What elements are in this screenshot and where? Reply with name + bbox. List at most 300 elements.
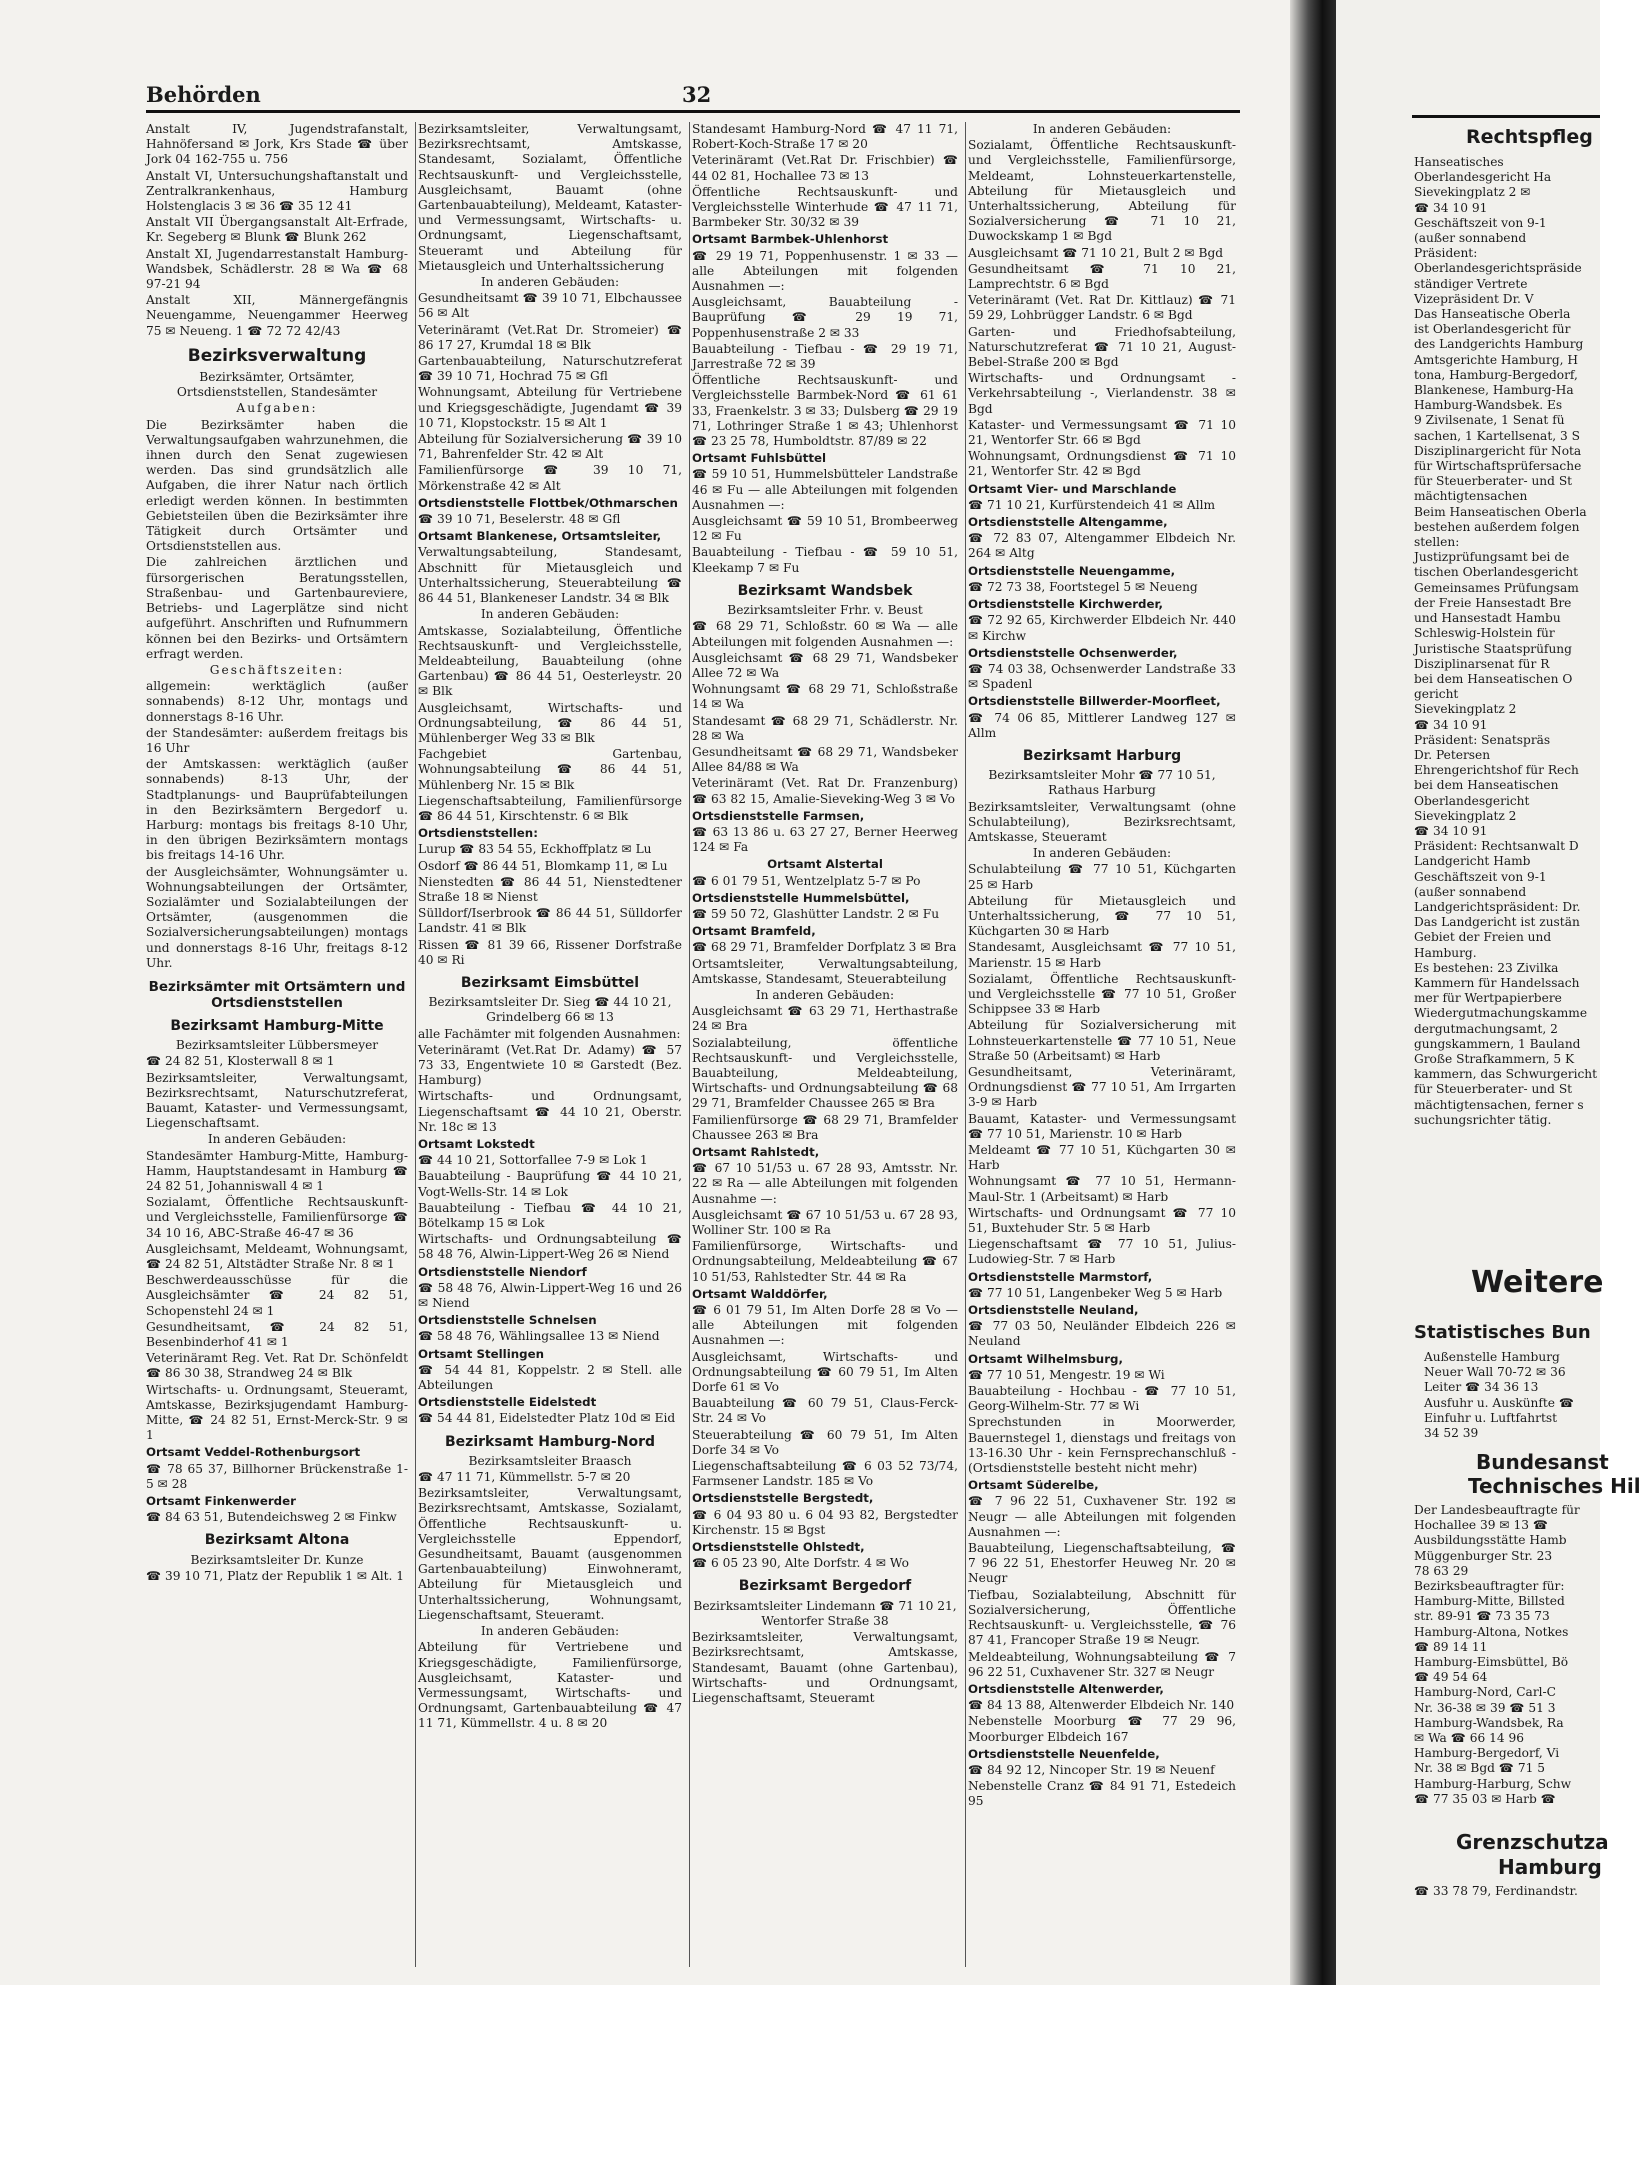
office-heading: Ortsamt Walddörfer, bbox=[692, 1286, 828, 1301]
entry-text: ☎ 72 83 07, Altengammer Elbdeich Nr. 264 ✉ Altg bbox=[968, 531, 1236, 561]
right-page-line: 34 52 39 bbox=[1424, 1426, 1479, 1441]
entry-text: Sozialamt, Öffentliche Rechtsauskunft- und Vergleichsstelle, Familienfürsorge, Meldeamt, Lohnsteuerkartenstelle, Abteilung für Mietausgleich und Unterhaltssicherung, Abteilung für Sozialversicherung ☎ 71 10 21, Duwockskamp 1 ✉ Bgd bbox=[968, 138, 1236, 244]
right-page-line: bestehen außerdem folgen bbox=[1414, 519, 1580, 534]
right-page-line: Bezirksbeauftragter für: bbox=[1414, 1579, 1565, 1594]
entry-text: ☎ 58 48 76, Alwin-Lippert-Weg 16 und 26 ✉ Niend bbox=[418, 1280, 682, 1311]
entry-text: Familienfürsorge ☎ 39 10 71, Mörkenstraße 42 ✉ Alt bbox=[418, 463, 682, 493]
entry-text: Familienfürsorge, Wirtschafts- und Ordnungsabteilung, Meldeabteilung ☎ 67 10 51/53, Rahlstedter Str. 44 ✉ Ra bbox=[692, 1239, 958, 1284]
entry-text: ☎ 77 10 51, Mengestr. 19 ✉ Wi bbox=[968, 1367, 1165, 1382]
right-page-line: Präsident: Senatspräs bbox=[1414, 732, 1551, 747]
entry-text: ☎ 29 19 71, Poppenhusenstr. 1 ✉ 33 — alle Abteilungen mit folgenden Ausnahmen —: bbox=[692, 248, 958, 294]
entry-text: Standesamt Hamburg-Nord ☎ 47 11 71, Robert-Koch-Straße 17 ✉ 20 bbox=[692, 122, 958, 152]
group-heading: Bezirksämter mit Ortsämtern und Ortsdienststellen bbox=[148, 978, 406, 1011]
right-page-line: Nr. 36-38 ✉ 39 ☎ 51 3 bbox=[1414, 1700, 1556, 1715]
right-page-line: Beim Hanseatischen Oberla bbox=[1414, 504, 1587, 519]
entry-text: Veterinäramt (Vet.Rat Dr. Stromeier) ☎ 86 17 27, Krumdal 18 ✉ Blk bbox=[418, 322, 682, 352]
entry-text: Abteilung für Mietausgleich und Unterhaltssicherung, ☎ 77 10 51, Küchgarten 30 ✉ Harb bbox=[968, 893, 1236, 939]
right-page-line: Neuer Wall 70-72 ✉ 36 bbox=[1424, 1365, 1566, 1380]
entry-text: Wohnungsamt ☎ 77 10 51, Hermann-Maul-Str. 1 (Arbeitsamt) ✉ Harb bbox=[968, 1174, 1236, 1204]
entry-text: Wohnungsamt, Ordnungsdienst ☎ 71 10 21, Wentorfer Str. 42 ✉ Bgd bbox=[968, 449, 1236, 479]
right-text-block-a bbox=[1414, 155, 1597, 1128]
right-page-line: Sievekingplatz 2 bbox=[1414, 808, 1517, 823]
entry-text: Anstalt XII, Männergefängnis Neuengamme, Neuengammer Heerweg 75 ✉ Neueng. 1 ☎ 72 72 42/43 bbox=[146, 293, 408, 338]
right-page-line: kammern, das Schwurgericht bbox=[1414, 1067, 1598, 1082]
entry-text: ☎ 74 06 85, Mittlerer Landweg 127 ✉ Allm bbox=[968, 710, 1236, 740]
centered-note: In anderen Gebäuden: bbox=[480, 275, 620, 290]
entry-text: ☎ 54 44 81, Eidelstedter Platz 10d ✉ Eid bbox=[418, 1411, 676, 1426]
entry-text: Ausgleichsamt, Meldeamt, Wohnungsamt, ☎ 24 82 51, Altstädter Straße Nr. 8 ✉ 1 bbox=[146, 1241, 408, 1272]
entry-text: Kataster- und Vermessungsamt ☎ 71 10 21, Wentorfer Str. 66 ✉ Bgd bbox=[968, 417, 1236, 448]
entry-text: Ausgleichsamt, Wirtschafts- und Ordnungsabteilung ☎ 60 79 51, Im Alten Dorfe 61 ✉ Vo bbox=[692, 1349, 958, 1395]
right-page-line: tona, Hamburg-Bergedorf, bbox=[1414, 367, 1578, 382]
centered-note: In anderen Gebäuden: bbox=[1032, 846, 1172, 861]
right-page-line: ☎ 34 10 91 bbox=[1414, 823, 1488, 838]
entry-text: Bauabteilung - Tiefbau - ☎ 59 10 51, Kleekamp 7 ✉ Fu bbox=[692, 545, 958, 575]
entry-text: Anstalt XI, Jugendarrestanstalt Hamburg-Wandsbek, Schädlerstr. 28 ✉ Wa ☎ 68 97-21 94 bbox=[146, 246, 408, 292]
entry-text: ☎ 39 10 71, Platz der Republik 1 ✉ Alt. 1 bbox=[146, 1568, 405, 1583]
entry-text: ☎ 39 10 71, Beselerstr. 48 ✉ Gfl bbox=[418, 512, 621, 527]
right-page-line: Hamburg-Nord, Carl-C bbox=[1414, 1685, 1556, 1700]
right-page-line: Ehrengerichtshof für Rech bbox=[1414, 763, 1579, 778]
right-page-line: (außer sonnabend bbox=[1414, 231, 1527, 246]
entry-text: ☎ 71 10 21, Kurfürstendeich 41 ✉ Allm bbox=[968, 497, 1216, 512]
right-page-line: Müggenburger Str. 23 bbox=[1414, 1548, 1553, 1563]
right-page-line: Kammern für Handelssach bbox=[1414, 975, 1580, 990]
right-page-line: 78 63 29 bbox=[1414, 1563, 1469, 1578]
entry-text: Wirtschafts- u. Ordnungsamt, Steueramt, Amtskasse, Bezirksjugendamt Hamburg-Mitte, ☎ 24 82 51, Ernst-Merck-Str. 9 ✉ 1 bbox=[146, 1382, 408, 1443]
right-page-line: Amtsgerichte Hamburg, H bbox=[1414, 352, 1579, 367]
centered-note: In anderen Gebäuden: bbox=[480, 607, 620, 622]
entry-text: Gesundheitsamt ☎ 71 10 21, Lamprechtstr. 6 ✉ Bgd bbox=[968, 261, 1236, 292]
right-page-line: suchungsrichter tätig. bbox=[1414, 1112, 1552, 1127]
district-heading: Bezirksamt Hamburg-Nord bbox=[445, 1433, 655, 1450]
right-page-line: Einfuhr u. Luftfahrtst bbox=[1424, 1410, 1558, 1425]
entry-text: Veterinäramt (Vet.Rat Dr. Adamy) ☎ 57 73 33, Engentwiete 10 ✉ Garstedt (Bez. Hamburg) bbox=[418, 1042, 682, 1088]
entry-text: Veterinäramt (Vet.Rat Dr. Frischbier) ☎ 44 02 81, Hochallee 73 ✉ 13 bbox=[692, 153, 958, 183]
office-heading: Ortsdienststelle Neuengamme, bbox=[968, 563, 1176, 578]
centered-note: Bezirksamtsleiter Dr. Kunze bbox=[190, 1552, 364, 1567]
spaced-subheading: Aufgaben: bbox=[236, 401, 318, 416]
column-divider bbox=[689, 122, 690, 1967]
entry-text: Tiefbau, Sozialabteilung, Abschnitt für Sozialversicherung, Öffentliche Rechtsauskunft- u. Vergleichsstelle, ☎ 76 87 41, Francoper Straße 19 ✉ Neugr. bbox=[968, 1587, 1236, 1648]
right-page-line: stellen: bbox=[1414, 535, 1460, 550]
right-page-line: Ausfuhr u. Auskünfte ☎ bbox=[1424, 1395, 1575, 1410]
entry-text: Meldeabteilung, Wohnungsabteilung ☎ 7 96 22 51, Cuxhavener Str. 327 ✉ Neugr bbox=[968, 1649, 1236, 1679]
entry-text: ☎ 6 05 23 90, Alte Dorfstr. 4 ✉ Wo bbox=[692, 1556, 909, 1571]
entry-text: ☎ 78 65 37, Billhorner Brückenstraße 1-5 ✉ 28 bbox=[146, 1461, 408, 1491]
right-page-line: Disziplinargericht für Nota bbox=[1414, 443, 1582, 458]
centered-note: Bezirksamtsleiter Lübbersmeyer bbox=[175, 1038, 379, 1053]
district-heading: Bezirksamt Harburg bbox=[1022, 747, 1182, 764]
entry-text: Gesundheitsamt ☎ 68 29 71, Wandsbeker Allee 84/88 ✉ Wa bbox=[692, 744, 958, 775]
text-column-3 bbox=[692, 122, 962, 1967]
right-page-line: Gebiet der Freien und bbox=[1414, 930, 1552, 945]
right-page-line: Dr. Petersen bbox=[1414, 747, 1491, 762]
heading-statistisches: Statistisches Bun bbox=[1414, 1322, 1591, 1343]
entry-text: Die Bezirksämter haben die Verwaltungsaufgaben wahrzunehmen, die ihnen durch den Senat zugewiesen werden. Das sind grundsätzlich alle Aufgaben, die ihrer Natur nach örtlich erledigt werden können. In bestimmten Gebietsteilen üben die Bezirksämter ihre Tätigkeit durch Ortsämter und Ortsdienststellen aus. bbox=[146, 417, 408, 554]
centered-note: In anderen Gebäuden: bbox=[1032, 122, 1172, 136]
office-heading: Ortsdienststellen: bbox=[418, 826, 538, 841]
entry-text: Bauabteilung - Hochbau - ☎ 77 10 51, Georg-Wilhelm-Str. 77 ✉ Wi bbox=[968, 1384, 1236, 1414]
centered-note: Bezirksamtsleiter Frhr. v. Beust bbox=[727, 603, 923, 618]
right-header-rule bbox=[1412, 115, 1600, 118]
entry-text: ☎ 63 13 86 u. 63 27 27, Berner Heerweg 124 ✉ Fa bbox=[692, 824, 958, 855]
right-page-line: Geschäftszeit von 9-1 bbox=[1414, 215, 1547, 230]
entry-text: Ausgleichsamt ☎ 71 10 21, Bult 2 ✉ Bgd bbox=[968, 245, 1224, 260]
district-heading: Bezirksamt Altona bbox=[204, 1532, 350, 1549]
entry-text: Garten- und Friedhofsabteilung, Naturschutzreferat ☎ 71 10 21, August-Bebel-Straße 200 ✉ Bgd bbox=[968, 324, 1236, 370]
entry-text: Ausgleichsamt ☎ 68 29 71, Wandsbeker Allee 72 ✉ Wa bbox=[692, 650, 958, 680]
centered-note: Bezirksamtsleiter Dr. Sieg ☎ 44 10 21, Grindelberg 66 ✉ 13 bbox=[428, 995, 672, 1025]
entry-text: Familienfürsorge ☎ 68 29 71, Bramfelder Chaussee 263 ✉ Bra bbox=[692, 1112, 958, 1142]
entry-text: der Standesämter: außerdem freitags bis 16 Uhr bbox=[146, 725, 408, 755]
office-heading: Ortsdienststelle Farmsen, bbox=[692, 808, 865, 823]
entry-text: Abteilung für Sozialversicherung ☎ 39 10 71, Bahrenfelder Str. 42 ✉ Alt bbox=[418, 432, 682, 462]
entry-text: Anstalt IV, Jugendstrafanstalt, Hahnöfersand ✉ Jork, Krs Stade ☎ über Jork 04 162-755 u. 756 bbox=[146, 122, 408, 167]
right-page-line: Wiedergutmachungskamme bbox=[1414, 1006, 1588, 1021]
scan-margin bbox=[0, 1985, 1600, 2177]
text-column-4 bbox=[968, 122, 1240, 1967]
entry-text: Sozialamt, Öffentliche Rechtsauskunft- und Vergleichsstelle ☎ 77 10 51, Großer Schippsee 33 ✉ Harb bbox=[968, 971, 1236, 1017]
right-page-line: Leiter ☎ 34 36 13 bbox=[1424, 1380, 1539, 1395]
entry-text: Bezirksamtsleiter, Verwaltungsamt (ohne Schulabteilung), Bezirksrechtsamt, Amtskasse, Steueramt bbox=[968, 799, 1236, 844]
right-page-line: Hamburg-Bergedorf, Vi bbox=[1414, 1746, 1560, 1761]
right-page-line: Nr. 38 ✉ Bgd ☎ 71 5 bbox=[1414, 1761, 1545, 1776]
office-heading: Ortsamt Barmbek-Uhlenhorst bbox=[692, 232, 889, 247]
spaced-subheading: Geschäftszeiten: bbox=[209, 662, 345, 677]
centered-note: Bezirksamtsleiter Mohr ☎ 77 10 51, Rathaus Harburg bbox=[988, 768, 1216, 798]
book-gutter bbox=[1290, 0, 1336, 1985]
entry-text: ☎ 67 10 51/53 u. 67 28 93, Amtsstr. Nr. 22 ✉ Ra — alle Abteilungen mit folgenden Ausnahme —: bbox=[692, 1161, 958, 1206]
entry-text: Ausgleichsamt ☎ 67 10 51/53 u. 67 28 93, Wolliner Str. 100 ✉ Ra bbox=[692, 1207, 958, 1238]
district-heading: Bezirksamt Eimsbüttel bbox=[460, 974, 640, 991]
entry-text: Lurup ☎ 83 54 55, Eckhoffplatz ✉ Lu bbox=[418, 842, 652, 857]
entry-text: Gesundheitsamt ☎ 39 10 71, Elbchaussee 56 ✉ Alt bbox=[418, 291, 682, 321]
entry-text: ☎ 72 92 65, Kirchwerder Elbdeich Nr. 440 ✉ Kirchw bbox=[968, 613, 1236, 643]
right-page-line: gungskammern, 1 Bauland bbox=[1414, 1036, 1581, 1051]
right-page-line: Disziplinarsenat für R bbox=[1414, 656, 1550, 671]
office-heading: Ortsamt Veddel-Rothenburgsort bbox=[146, 1445, 361, 1460]
entry-text: Bezirksamtsleiter, Verwaltungsamt, Bezirksrechtsamt, Amtskasse, Sozialamt, Öffentliche Rechtsauskunft- u. Vergleichsstelle Eppendorf, Gesundheitsamt, Bauamt (ausgenommen Gartenbauabteilung) Einwohneramt, Abteilung für Mietausgleich und Unterhaltssicherung, Wohnungsamt, Liegenschaftsamt, Steueramt. bbox=[418, 1486, 682, 1622]
entry-text: Bezirksamtsleiter, Verwaltungsamt, Bezirksrechtsamt, Naturschutzreferat, Bauamt, Kataster- und Vermessungsamt, Liegenschaftsamt. bbox=[146, 1070, 408, 1131]
entry-text: Gesundheitsamt, ☎ 24 82 51, Besenbinderhof 41 ✉ 1 bbox=[146, 1319, 408, 1350]
office-heading: Ortsamt Wilhelmsburg, bbox=[968, 1351, 1123, 1366]
district-heading: Bezirksamt Wandsbek bbox=[737, 582, 913, 599]
right-page-line: sachen, 1 Kartellsenat, 3 S bbox=[1414, 428, 1580, 443]
entry-text: Meldeamt ☎ 77 10 51, Küchgarten 30 ✉ Harb bbox=[968, 1143, 1236, 1173]
office-heading: Ortsdienststelle Neuenfelde, bbox=[968, 1746, 1160, 1761]
right-page-line: Blankenese, Hamburg-Ha bbox=[1414, 383, 1574, 398]
office-heading: Ortsamt Stellingen bbox=[418, 1346, 545, 1361]
right-page-line: Landgerichtspräsident: Dr. bbox=[1414, 899, 1581, 914]
entry-text: Nebenstelle Moorburg ☎ 77 29 96, Moorburger Elbdeich 167 bbox=[968, 1714, 1236, 1744]
heading-hamburg: Hamburg bbox=[1498, 1855, 1602, 1879]
entry-text: ☎ 59 10 51, Hummelsbütteler Landstraße 46 ✉ Fu — alle Abteilungen mit folgenden Ausnahmen —: bbox=[692, 467, 958, 512]
column-divider bbox=[415, 122, 416, 1967]
text-column-1 bbox=[146, 122, 412, 1967]
office-heading: Ortsdienststelle Altenwerder, bbox=[968, 1681, 1164, 1696]
entry-text: Wirtschafts- und Ordnungsamt, Liegenschaftsamt ☎ 44 10 21, Oberstr. Nr. 18c ✉ 13 bbox=[418, 1089, 682, 1134]
entry-text: Ausgleichsamt, Bauabteilung - Bauprüfung ☎ 29 19 71, Poppenhusenstraße 2 ✉ 33 bbox=[692, 295, 958, 340]
entry-text: Öffentliche Rechtsauskunft- und Vergleichsstelle Barmbek-Nord ☎ 61 61 33, Fraenkelstr. 3 ✉ 33; Dulsberg ☎ 29 19 71, Lothringer Straße 1 ✉ 43; Uhlenhorst ☎ 23 25 78, Humboldtstr. 87/89 ✉ 22 bbox=[692, 373, 958, 449]
entry-text: Ortsamtsleiter, Verwaltungsabteilung, Amtskasse, Standesamt, Steuerabteilung bbox=[692, 956, 958, 986]
office-heading: Ortsdienststelle Bergstedt, bbox=[692, 1491, 874, 1506]
right-page-line: der Freie Hansestadt Bre bbox=[1414, 595, 1572, 610]
entry-text: Öffentliche Rechtsauskunft- und Vergleichsstelle Winterhude ☎ 47 11 71, Barmbeker Str. 30/32 ✉ 39 bbox=[692, 184, 958, 230]
entry-text: Standesamt, Ausgleichsamt ☎ 77 10 51, Marienstr. 15 ✉ Harb bbox=[968, 940, 1236, 970]
centered-note: Bezirksämter, Ortsämter, Ortsdienststellen, Standesämter bbox=[176, 370, 378, 400]
right-page-line: Juristische Staatsprüfung bbox=[1414, 641, 1572, 656]
office-heading: Ortsamt Rahlstedt, bbox=[692, 1145, 820, 1159]
page-number: 32 bbox=[682, 82, 712, 107]
entry-text: Wirtschafts- und Ordnungsamt ☎ 77 10 51, Buxtehuder Str. 5 ✉ Harb bbox=[968, 1205, 1236, 1236]
column-divider bbox=[965, 122, 966, 1967]
entry-text: Nienstedten ☎ 86 44 51, Nienstedtener Straße 18 ✉ Nienst bbox=[418, 874, 682, 904]
right-page-line: Hamburg-Mitte, Billsted bbox=[1414, 1594, 1565, 1609]
office-heading: Ortsdienststelle Marmstorf, bbox=[968, 1269, 1153, 1284]
right-page-line: Geschäftszeit von 9-1 bbox=[1414, 869, 1547, 884]
office-heading: Ortsdienststelle Eidelstedt bbox=[418, 1395, 597, 1410]
entry-text: Ausgleichsamt ☎ 63 29 71, Herthastraße 24 ✉ Bra bbox=[692, 1004, 958, 1034]
right-page-line: Das Landgericht ist zustän bbox=[1414, 915, 1580, 930]
right-page-line: (außer sonnabend bbox=[1414, 884, 1527, 899]
right-page-line: Hanseatisches bbox=[1414, 155, 1504, 169]
entry-text: Liegenschaftsabteilung ☎ 6 03 52 73/74, Farmsener Landstr. 185 ✉ Vo bbox=[692, 1459, 958, 1489]
right-page-line: für Steuerberater- und St bbox=[1414, 1082, 1573, 1097]
entry-text: Rissen ☎ 81 39 66, Rissener Dorfstraße 40 ✉ Ri bbox=[418, 937, 682, 967]
entry-text: Sozialamt, Öffentliche Rechtsauskunft- und Vergleichsstelle, Familienfürsorge ☎ 34 10 16, ABC-Straße 46-47 ✉ 36 bbox=[146, 1195, 408, 1240]
right-page-line: Das Hanseatische Oberla bbox=[1414, 307, 1571, 322]
entry-text: Osdorf ☎ 86 44 51, Blomkamp 11, ✉ Lu bbox=[418, 858, 668, 873]
right-page-line: Hamburg. bbox=[1414, 945, 1477, 960]
heading-rechtspflege: Rechtspfleg bbox=[1466, 126, 1593, 148]
right-page-line: Hamburg-Harburg, Schw bbox=[1414, 1776, 1572, 1791]
entry-text: Die zahlreichen ärztlichen und fürsorgerischen Beratungsstellen, Straßenbau- und Gartenbaureviere, Betriebs- und Lagerplätze sind nicht aufgeführt. Anschriften und Rufnummern können bei den Bezirks- und Ortsämtern erfragt werden. bbox=[146, 555, 408, 661]
entry-text: ☎ 7 96 22 51, Cuxhavener Str. 192 ✉ Neugr — alle Abteilungen mit folgenden Ausnahmen —: bbox=[968, 1494, 1236, 1539]
right-page-line: bei dem Hanseatischen bbox=[1414, 778, 1559, 793]
entry-text: alle Fachämter mit folgenden Ausnahmen: bbox=[418, 1026, 681, 1041]
right-page-line: Sievekingplatz 2 ✉ bbox=[1414, 185, 1531, 200]
office-heading: Ortsamt Alstertal bbox=[767, 857, 883, 872]
office-heading: Ortsdienststelle Kirchwerder, bbox=[968, 597, 1164, 612]
right-page-line: für Wirtschaftsprüfersache bbox=[1414, 459, 1582, 474]
office-heading: Ortsdienststelle Schnelsen bbox=[418, 1313, 597, 1328]
office-heading: Ortsamt Blankenese, Ortsamtsleiter, bbox=[418, 529, 662, 544]
right-page-line: ständiger Vertrete bbox=[1414, 276, 1528, 291]
entry-text: Standesämter Hamburg-Mitte, Hamburg-Hamm, Hauptstandesamt in Hamburg ☎ 24 82 51, Johanniswall 4 ✉ 1 bbox=[146, 1148, 408, 1193]
office-heading: Ortsamt Süderelbe, bbox=[968, 1478, 1099, 1493]
entry-text: ☎ 58 48 76, Wählingsallee 13 ✉ Niend bbox=[418, 1329, 660, 1344]
entry-text: ☎ 68 29 71, Schloßstr. 60 ✉ Wa — alle Abteilungen mit folgenden Ausnahmen —: bbox=[692, 619, 958, 649]
heading-weitere: Weitere bbox=[1471, 1265, 1604, 1300]
entry-text: der Ausgleichsämter, Wohnungsämter u. Wohnungsabteilungen der Ortsämter, Sozialämter und Sozialabteilungen der Ortsämter, (ausgenommen die Sozialversicherungsabteilungen) montags und donnerstags 8-16 Uhr, freitags 8-12 Uhr. bbox=[146, 864, 408, 970]
entry-text: ☎ 24 82 51, Klosterwall 8 ✉ 1 bbox=[146, 1054, 335, 1069]
office-heading: Ortsdienststelle Billwerder-Moorfleet, bbox=[968, 694, 1221, 709]
entry-text: Wirtschafts- und Ordnungsamt - Verkehrsabteilung -, Vierlandenstr. 38 ✉ Bgd bbox=[968, 371, 1236, 416]
right-text-block-c bbox=[1414, 1503, 1580, 1807]
right-page-line: Hochallee 39 ✉ 13 ☎ bbox=[1414, 1518, 1549, 1533]
right-page-line: Sievekingplatz 2 bbox=[1414, 702, 1517, 717]
right-page-line: Gemeinsames Prüfungsam bbox=[1414, 580, 1579, 595]
right-page-line: mächtigtensachen, ferner s bbox=[1414, 1097, 1584, 1112]
heading-grenzschutz: Grenzschutza bbox=[1456, 1830, 1609, 1854]
right-footer-line: ☎ 33 78 79, Ferdinandstr. bbox=[1414, 1884, 1578, 1898]
right-page-line: ☎ 77 35 03 ✉ Harb ☎ bbox=[1414, 1791, 1556, 1806]
entry-text: Schulabteilung ☎ 77 10 51, Küchgarten 25 ✉ Harb bbox=[968, 862, 1236, 892]
entry-text: Nebenstelle Cranz ☎ 84 91 71, Estedeich 95 bbox=[968, 1779, 1236, 1809]
office-heading: Ortsdienststelle Ochsenwerder, bbox=[968, 645, 1178, 660]
centered-note: Bezirksamtsleiter Lindemann ☎ 71 10 21, Wentorfer Straße 38 bbox=[693, 1598, 957, 1628]
entry-text: Sprechstunden in Moorwerder, Bauernstegel 1, dienstags und freitags von 13-16.30 Uhr - kein Fernsprechanschluß - (Ortsdienststelle besteht nicht mehr) bbox=[968, 1415, 1236, 1476]
centered-note: In anderen Gebäuden: bbox=[207, 1132, 347, 1147]
right-page-line: Oberlandesgerichtspräside bbox=[1414, 261, 1582, 276]
right-page-line: 9 Zivilsenate, 1 Senat fü bbox=[1414, 413, 1565, 428]
entry-text: Steuerabteilung ☎ 60 79 51, Im Alten Dorfe 34 ✉ Vo bbox=[692, 1427, 958, 1457]
right-page-line: Vizepräsident Dr. V bbox=[1414, 291, 1534, 306]
entry-text: ☎ 59 50 72, Glashütter Landstr. 2 ✉ Fu bbox=[692, 906, 940, 921]
office-heading: Ortsdienststelle Hummelsbüttel, bbox=[692, 890, 910, 905]
right-page-line: Präsident: bbox=[1414, 246, 1478, 261]
entry-text: Sülldorf/Iserbrook ☎ 86 44 51, Sülldorfer Landstr. 41 ✉ Blk bbox=[418, 906, 682, 936]
entry-text: Anstalt VII Übergangsanstalt Alt-Erfrade, Kr. Segeberg ✉ Blunk ☎ Blunk 262 bbox=[146, 215, 408, 245]
entry-text: ☎ 68 29 71, Bramfelder Dorfplatz 3 ✉ Bra bbox=[692, 940, 957, 955]
centered-note: Bezirksamtsleiter Braasch bbox=[468, 1453, 632, 1468]
entry-text: Bauabteilung, Liegenschaftsabteilung, ☎ 7 96 22 51, Ehestorfer Heuweg Nr. 20 ✉ Neugr bbox=[968, 1541, 1236, 1586]
entry-text: Veterinäramt (Vet. Rat Dr. Kittlauz) ☎ 71 59 29, Lohbrügger Landstr. 6 ✉ Bgd bbox=[968, 293, 1236, 323]
entry-text: Liegenschaftsamt ☎ 77 10 51, Julius-Ludowieg-Str. 7 ✉ Harb bbox=[968, 1237, 1236, 1267]
entry-text: ☎ 84 92 12, Nincoper Str. 19 ✉ Neuenf bbox=[968, 1762, 1215, 1777]
right-page-line: Präsident: Rechtsanwalt D bbox=[1414, 839, 1579, 854]
office-heading: Ortsamt Bramfeld, bbox=[692, 924, 816, 939]
entry-text: Veterinäramt (Vet. Rat Dr. Franzenburg) ☎ 63 82 15, Amalie-Sieveking-Weg 3 ✉ Vo bbox=[692, 776, 958, 806]
entry-text: ☎ 74 03 38, Ochsenwerder Landstraße 33 ✉ Spadenl bbox=[968, 661, 1236, 692]
entry-text: Ausgleichsamt, Wirtschafts- und Ordnungsabteilung, ☎ 86 44 51, Mühlenberger Weg 33 ✉ Blk bbox=[418, 700, 682, 745]
entry-text: Wohnungsamt, Abteilung für Vertriebene und Kriegsgeschädigte, Jugendamt ☎ 39 10 71, Klopstockstr. 15 ✉ Alt 1 bbox=[418, 385, 682, 430]
right-page-line: und Hansestadt Hambu bbox=[1414, 611, 1561, 626]
entry-text: ☎ 6 01 79 51, Im Alten Dorfe 28 ✉ Vo — alle Abteilungen mit folgenden Ausnahmen —: bbox=[692, 1303, 958, 1348]
right-text-block-b bbox=[1424, 1350, 1574, 1441]
entry-text: ☎ 6 01 79 51, Wentzelplatz 5-7 ✉ Po bbox=[692, 873, 921, 888]
right-page-line: Hamburg-Altona, Notkes bbox=[1414, 1624, 1569, 1639]
entry-text: ☎ 47 11 71, Kümmellstr. 5-7 ✉ 20 bbox=[418, 1470, 631, 1485]
right-page-line: mer für Wertpapierbere bbox=[1414, 991, 1562, 1006]
entry-text: Verwaltungsabteilung, Standesamt, Abschnitt für Mietausgleich und Unterhaltssicherung, Steuerabteilung ☎ 86 44 51, Blankeneser Landstr. 34 ✉ Blk bbox=[418, 545, 682, 606]
running-header-section: Behörden bbox=[146, 82, 261, 107]
entry-text: Abteilung für Sozialversicherung mit Lohnsteuerkartenstelle ☎ 77 10 51, Neue Straße 50 (Arbeitsamt) ✉ Harb bbox=[968, 1018, 1236, 1063]
entry-text: der Amtskassen: werktäglich (außer sonnabends) 8-13 Uhr, der Stadtplanungs- und Bauprüfabteilungen in den Bezirksämtern Bergedorf u. Harburg: montags bis freitags 8-10 Uhr, in den übrigen Bezirksämtern montags bis freitags 14-16 Uhr. bbox=[146, 757, 408, 863]
office-heading: Ortsamt Lokstedt bbox=[418, 1137, 535, 1151]
entry-text: Beschwerdeausschüsse für die Ausgleichsämter ☎ 24 82 51, Schopenstehl 24 ✉ 1 bbox=[146, 1273, 408, 1318]
heading-bundesanst: Bundesanst bbox=[1476, 1450, 1609, 1474]
office-heading: Ortsdienststelle Altengamme, bbox=[968, 515, 1168, 530]
centered-note: In anderen Gebäuden: bbox=[480, 1624, 620, 1639]
right-page-line: Schleswig-Holstein für bbox=[1414, 626, 1555, 641]
right-page-line: gericht bbox=[1414, 687, 1459, 702]
entry-text: ☎ 84 13 88, Altenwerder Elbdeich Nr. 140 bbox=[968, 1698, 1235, 1713]
right-page-line: Ausbildungsstätte Hamb bbox=[1414, 1533, 1567, 1548]
right-page-line: ☎ 89 14 11 bbox=[1414, 1639, 1488, 1654]
entry-text: Bauabteilung ☎ 60 79 51, Claus-Ferck-Str. 24 ✉ Vo bbox=[692, 1396, 958, 1426]
right-page-line: Hamburg-Wandsbek, Ra bbox=[1414, 1715, 1564, 1730]
right-page-line: tischen Oberlandesgericht bbox=[1414, 565, 1579, 580]
office-heading: Ortsdienststelle Niendorf bbox=[418, 1264, 587, 1279]
entry-text: Anstalt VI, Untersuchungshaftanstalt und Zentralkrankenhaus, Hamburg Holstenglacis 3 ✉ 36 ☎ 35 12 41 bbox=[146, 168, 408, 214]
entry-text: Bauabteilung - Bauprüfung ☎ 44 10 21, Vogt-Wells-Str. 14 ✉ Lok bbox=[418, 1169, 682, 1199]
entry-text: Gesundheitsamt, Veterinäramt, Ordnungsdienst ☎ 77 10 51, Am Irrgarten 3-9 ✉ Harb bbox=[968, 1064, 1236, 1110]
right-page-line: Große Strafkammern, 5 K bbox=[1414, 1051, 1575, 1066]
entry-text: ☎ 44 10 21, Sottorfallee 7-9 ✉ Lok 1 bbox=[418, 1153, 648, 1168]
entry-text: Bauamt, Kataster- und Vermessungsamt ☎ 77 10 51, Marienstr. 10 ✉ Harb bbox=[968, 1111, 1236, 1141]
heading-technisches: Technisches Hil bbox=[1468, 1474, 1641, 1498]
right-page-line: ✉ Wa ☎ 66 14 96 bbox=[1414, 1731, 1525, 1746]
entry-text: Fachgebiet Gartenbau, Wohnungsabteilung ☎ 86 44 51, Mühlenberg Nr. 15 ✉ Blk bbox=[418, 747, 682, 792]
section-heading: Bezirksverwaltung bbox=[187, 345, 367, 366]
right-page-line: Hamburg-Wandsbek. Es bbox=[1414, 398, 1563, 413]
district-heading: Bezirksamt Hamburg-Mitte bbox=[170, 1017, 384, 1034]
right-page-line: mächtigtensachen bbox=[1414, 489, 1528, 504]
right-page-line: Oberlandesgericht Ha bbox=[1414, 170, 1552, 185]
right-page-line: Es bestehen: 23 Zivilka bbox=[1414, 960, 1559, 975]
right-page-line: des Landgerichts Hamburg bbox=[1414, 337, 1584, 352]
entry-text: Veterinäramt Reg. Vet. Rat Dr. Schönfeldt ☎ 86 30 38, Strandweg 24 ✉ Blk bbox=[146, 1351, 408, 1381]
entry-text: Sozialabteilung, öffentliche Rechtsauskunft- und Vergleichsstelle, Bauabteilung, Meldeabteilung, Wirtschafts- und Ordnungsabteilung ☎ 68 29 71, Bramfelder Chaussee 265 ✉ Bra bbox=[692, 1035, 958, 1111]
right-page-line: ☎ 34 10 91 bbox=[1414, 717, 1488, 732]
district-heading: Bezirksamt Bergedorf bbox=[738, 1578, 912, 1595]
entry-text: ☎ 77 03 50, Neuländer Elbdeich 226 ✉ Neuland bbox=[968, 1319, 1236, 1349]
right-page-line: str. 89-91 ☎ 73 35 73 bbox=[1414, 1609, 1550, 1624]
entry-text: Wirtschafts- und Ordnungsabteilung ☎ 58 48 76, Alwin-Lippert-Weg 26 ✉ Niend bbox=[418, 1232, 682, 1262]
entry-text: Standesamt ☎ 68 29 71, Schädlerstr. Nr. 28 ✉ Wa bbox=[692, 713, 958, 743]
entry-text: Amtskasse, Sozialabteilung, Öffentliche Rechtsauskunft- und Vergleichsstelle, Meldeabteilung, Bauabteilung (ohne Gartenbau) ☎ 86 44 51, Oesterleystr. 20 ✉ Blk bbox=[418, 623, 682, 699]
entry-text: allgemein: werktäglich (außer sonnabends) 8-12 Uhr, montags und donnerstags 8-16 Uhr. bbox=[146, 679, 408, 724]
entry-text: Gartenbauabteilung, Naturschutzreferat ☎ 39 10 71, Hochrad 75 ✉ Gfl bbox=[418, 354, 682, 384]
right-page-line: Oberlandesgericht bbox=[1414, 793, 1530, 808]
entry-text: Ausgleichsamt ☎ 59 10 51, Brombeerweg 12 ✉ Fu bbox=[692, 514, 958, 544]
right-page-line: dergutmachungsamt, 2 bbox=[1414, 1021, 1558, 1036]
right-page-line: Außenstelle Hamburg bbox=[1424, 1350, 1560, 1364]
office-heading: Ortsamt Fuhlsbüttel bbox=[692, 451, 827, 466]
right-page-line: Der Landesbeauftragte für bbox=[1414, 1503, 1580, 1517]
office-heading: Ortsamt Vier- und Marschlande bbox=[968, 481, 1177, 496]
header-rule bbox=[146, 110, 1240, 113]
entry-text: Liegenschaftsabteilung, Familienfürsorge ☎ 86 44 51, Kirschtenstr. 6 ✉ Blk bbox=[418, 793, 682, 823]
entry-text: Abteilung für Vertriebene und Kriegsgeschädigte, Familienfürsorge, Ausgleichsamt, Kataster- und Vermessungsamt, Wirtschafts- und Ordnungsamt, Gartenbauabteilung ☎ 47 11 71, Kümmellstr. 4 u. 8 ✉ 20 bbox=[418, 1640, 682, 1731]
office-heading: Ortsdienststelle Neuland, bbox=[968, 1303, 1139, 1318]
entry-text: Bauabteilung - Tiefbau - ☎ 29 19 71, Jarrestraße 72 ✉ 39 bbox=[692, 341, 958, 372]
entry-text: Wohnungsamt ☎ 68 29 71, Schloßstraße 14 ✉ Wa bbox=[692, 682, 958, 712]
right-page-line: ☎ 49 54 64 bbox=[1414, 1670, 1488, 1685]
entry-text: ☎ 6 04 93 80 u. 6 04 93 82, Bergstedter Kirchenstr. 15 ✉ Bgst bbox=[692, 1507, 958, 1537]
right-page-line: Landgericht Hamb bbox=[1414, 854, 1531, 869]
right-page-line: bei dem Hanseatischen O bbox=[1414, 671, 1573, 686]
text-column-2 bbox=[418, 122, 686, 1967]
office-heading: Ortsdienststelle Flottbek/Othmarschen bbox=[418, 495, 678, 510]
right-page-line: ☎ 34 10 91 bbox=[1414, 200, 1488, 215]
entry-text: ☎ 77 10 51, Langenbeker Weg 5 ✉ Harb bbox=[968, 1285, 1223, 1300]
entry-text: Bauabteilung - Tiefbau ☎ 44 10 21, Bötelkamp 15 ✉ Lok bbox=[418, 1200, 682, 1231]
right-page bbox=[1336, 0, 1641, 1985]
entry-text: ☎ 84 63 51, Butendeichsweg 2 ✉ Finkw bbox=[146, 1510, 397, 1525]
right-page-line: für Steuerberater- und St bbox=[1414, 474, 1573, 489]
right-page-line: ist Oberlandesgericht für bbox=[1414, 322, 1571, 337]
office-heading: Ortsamt Finkenwerder bbox=[146, 1494, 296, 1509]
centered-note: In anderen Gebäuden: bbox=[755, 987, 895, 1002]
right-page-line: Justizprüfungsamt bei de bbox=[1414, 550, 1570, 565]
right-page-line: Hamburg-Eimsbüttel, Bö bbox=[1414, 1655, 1569, 1670]
entry-text: Bezirksamtsleiter, Verwaltungsamt, Bezirksrechtsamt, Amtskasse, Standesamt, Bauamt (ohne Gartenbau), Wirtschafts- und Ordnungsamt, Liegenschaftsamt, Steueramt bbox=[692, 1630, 958, 1705]
office-heading: Ortsdienststelle Ohlstedt, bbox=[692, 1540, 865, 1555]
entry-text: ☎ 54 44 81, Koppelstr. 2 ✉ Stell. alle Abteilungen bbox=[418, 1362, 682, 1393]
